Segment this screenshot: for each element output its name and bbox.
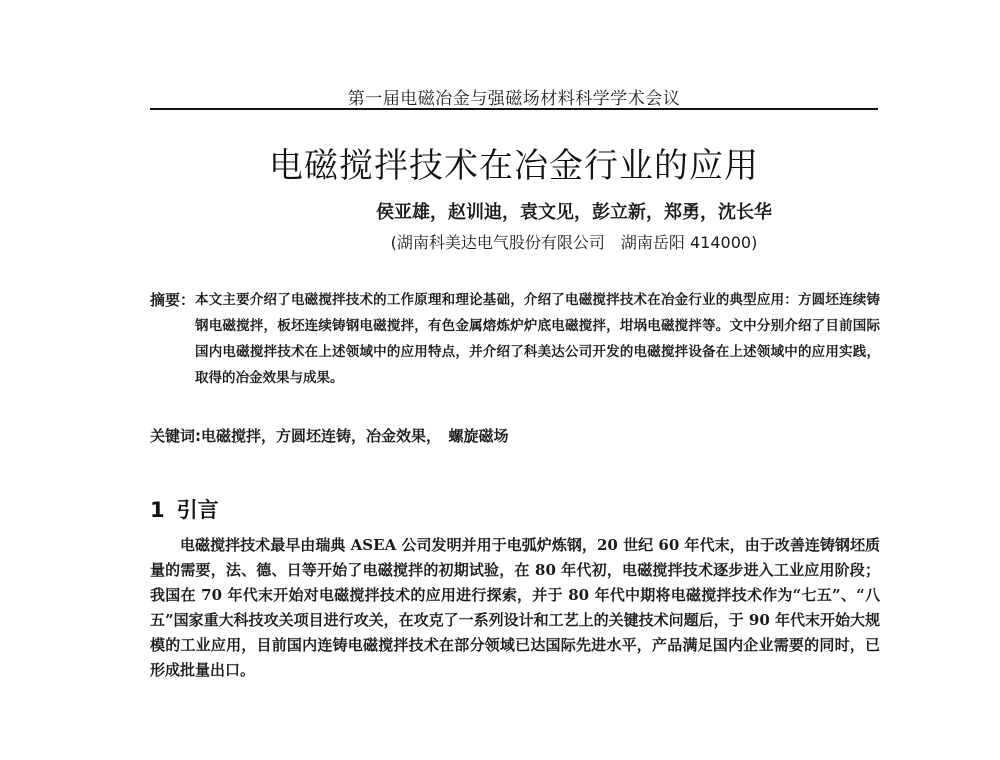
section-heading-introduction [150,494,219,524]
keywords-text: 电磁搅拌，方圆坯连铸，冶金效果， 螺旋磁场 [201,427,509,445]
author-list: 侯亚雄，赵训迪，袁文见，彭立新，郑勇，沈长华 [376,202,772,223]
abstract-block [150,287,880,391]
introduction-paragraph: 电磁搅拌技术最早由瑞典 ASEA 公司发明并用于电弧炉炼钢，20 世纪 60 年代末，由于改善连铸钢坯质量的需要，法、德、日等开始了电磁搅拌的初期试验，在 80 年代初，电磁搅拌技术逐步进入工业应用阶段；我国在 70 年代末开始对电磁搅拌技术的应用进行探索，并于 80 年代中期将电磁搅拌技术作为“七五”、“八五”国家重大科技攻关项目进行攻关，在攻克了一系列设计和工艺上的关键技术问题后，于 90 年代末开始大规模的工业应用，目前国内连铸电磁搅拌技术在部分领域已达国际先进水平，产品满足国内企业需要的同时，已形成批量出口。 [150,536,880,679]
section-number: 1 [150,498,165,522]
abstract-text: 本文主要介绍了电磁搅拌技术的工作原理和理论基础，介绍了电磁搅拌技术在冶金行业的典型应用：方圆坯连续铸钢电磁搅拌，板坯连续铸钢电磁搅拌，有色金属熔炼炉炉底电磁搅拌，坩埚电磁搅拌等。文中分别介绍了目前国际国内电磁搅拌技术在上述领域中的应用特点，并介绍了科美达公司开发的电磁搅拌设备在上述领域中的应用实践，取得的冶金效果与成果。 [195,292,880,386]
affiliation: (湖南科美达电气股份有限公司 湖南岳阳 414000) [390,233,758,252]
abstract-label: 摘要： [150,291,196,309]
keywords-label: 关键词: [150,427,201,445]
conference-running-head: 第一届电磁冶金与强磁场材料科学学术会议 [347,89,681,109]
paper-title: 电磁搅拌技术在冶金行业的应用 [269,146,759,186]
section-title: 引言 [176,498,219,522]
header-rule [150,108,878,110]
keywords-block [150,425,880,446]
